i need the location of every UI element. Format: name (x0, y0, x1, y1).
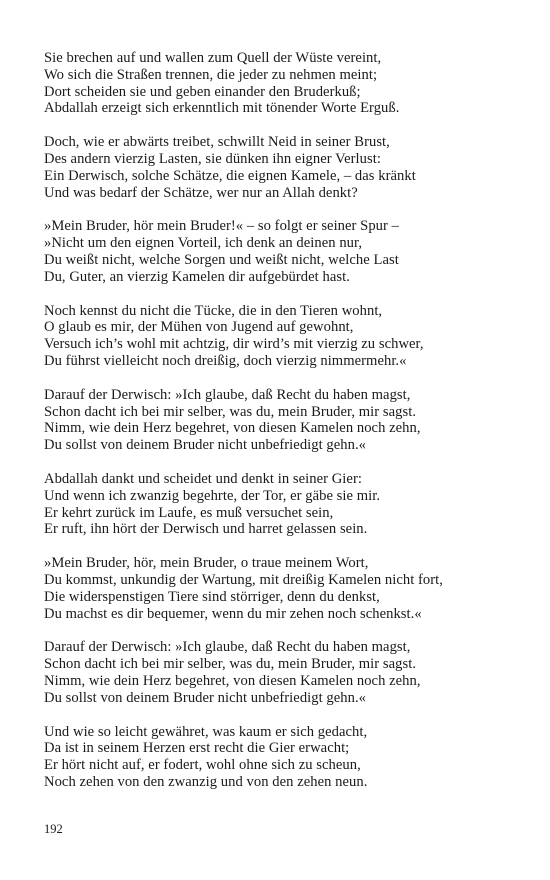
poem-line: Du machst es dir bequemer, wenn du mir zehen noch schenkst.« (44, 605, 422, 622)
poem-line: Ein Derwisch, solche Schätze, die eignen Kamele, – das kränkt (44, 167, 416, 184)
poem-line: Schon dacht ich bei mir selber, was du, mein Bruder, mir sagst. (44, 403, 417, 420)
poem-line: Er hört nicht auf, er fodert, wohl ohne sich zu scheun, (44, 757, 361, 774)
poem-line: Du sollst von deinem Bruder nicht unbefriedigt gehn.« (44, 437, 367, 454)
poem-line: Er ruft, ihn hört der Derwisch und harret gelassen sein. (44, 521, 368, 538)
page-number: 192 (44, 822, 63, 836)
poem-line: Und wenn ich zwanzig begehrte, der Tor, er gäbe sie mir. (44, 487, 381, 504)
poem-line: Du, Guter, an vierzig Kamelen dir aufgebürdet hast. (44, 268, 350, 285)
poem-line: Doch, wie er abwärts treibet, schwillt Neid in seiner Brust, (44, 134, 390, 151)
poem-line: Abdallah dankt und scheidet und denkt in seiner Gier: (44, 470, 362, 487)
stanza-3 (44, 218, 514, 285)
stanza-1 (44, 50, 514, 117)
poem-line: Des andern vierzig Lasten, sie dünken ihn eigner Verlust: (44, 150, 381, 167)
poem-line: »Mein Bruder, hör, mein Bruder, o traue meinem Wort, (44, 555, 369, 572)
poem-line: Nimm, wie dein Herz begehret, von diesen Kamelen noch zehn, (44, 420, 421, 437)
poem-line: Abdallah erzeigt sich erkenntlich mit tönender Worte Erguß. (44, 100, 400, 117)
poem-line: Nimm, wie dein Herz begehret, von diesen Kamelen noch zehn, (44, 672, 421, 689)
stanza-7 (44, 555, 514, 622)
poem-line: Du weißt nicht, welche Sorgen und weißt nicht, welche Last (44, 251, 399, 268)
poem-line: Er kehrt zurück im Laufe, es muß versuchet sein, (44, 504, 334, 521)
poem-line: Schon dacht ich bei mir selber, was du, mein Bruder, mir sagst. (44, 656, 417, 673)
poem-line: Du sollst von deinem Bruder nicht unbefriedigt gehn.« (44, 689, 367, 706)
stanza-2 (44, 134, 514, 201)
poem-line: Da ist in seinem Herzen erst recht die Gier erwacht; (44, 740, 350, 757)
stanza-6 (44, 471, 514, 538)
poem-line: Dort scheiden sie und geben einander den Bruderkuß; (44, 83, 361, 100)
poem-line: Darauf der Derwisch: »Ich glaube, daß Recht du haben magst, (44, 386, 411, 403)
poem-line: »Mein Bruder, hör mein Bruder!« – so folgt er seiner Spur – (44, 218, 399, 235)
stanza-4 (44, 303, 514, 370)
poem-line: Darauf der Derwisch: »Ich glaube, daß Recht du haben magst, (44, 639, 411, 656)
poem-line: O glaub es mir, der Mühen von Jugend auf gewohnt, (44, 319, 354, 336)
stanza-9 (44, 724, 514, 791)
poem-line: Die widerspenstigen Tiere sind störriger, denn du denkst, (44, 588, 380, 605)
poem-line: Und wie so leicht gewähret, was kaum er sich gedacht, (44, 723, 368, 740)
poem-line: Sie brechen auf und wallen zum Quell der Wüste vereint, (44, 50, 382, 66)
poem-line: Wo sich die Straßen trennen, die jeder zu nehmen meint; (44, 66, 378, 83)
poem-line: Noch zehen von den zwanzig und von den zehen neun. (44, 773, 368, 790)
poem-line: »Nicht um den eignen Vorteil, ich denk an deinen nur, (44, 235, 363, 252)
poem-line: Du kommst, unkundig der Wartung, mit dreißig Kamelen nicht fort, (44, 571, 443, 588)
poem-line: Noch kennst du nicht die Tücke, die in den Tieren wohnt, (44, 302, 383, 319)
stanza-8 (44, 639, 514, 706)
stanza-5 (44, 387, 514, 454)
poem-text (44, 50, 514, 808)
poem-line: Und was bedarf der Schätze, wer nur an Allah denkt? (44, 184, 358, 201)
poem-line: Versuch ich’s wohl mit achtzig, dir wird’s mit vierzig zu schwer, (44, 336, 424, 353)
poem-line: Du führst vielleicht noch dreißig, doch vierzig nimmermehr.« (44, 352, 407, 369)
